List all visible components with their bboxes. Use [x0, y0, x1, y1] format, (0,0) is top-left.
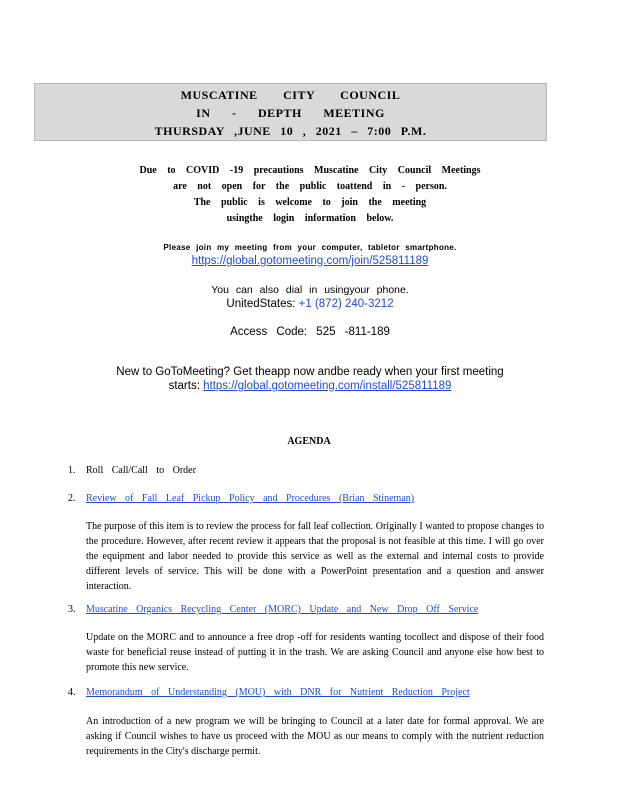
- dial-phone-number[interactable]: +1 (872) 240-3212: [298, 298, 394, 310]
- join-instructions: Please join my meeting from your computer, tabletor smartphone.: [163, 243, 457, 252]
- agenda-item-2-link[interactable]: Review of Fall Leaf Pickup Policy and Procedures (Brian Stineman): [86, 493, 415, 504]
- covid-notice-line-3: The public is welcome to join the meeting: [193, 197, 427, 208]
- dial-country-label: UnitedStates:: [226, 298, 296, 310]
- covid-notice-line-1: Due to COVID -19 precautions Muscatine City Council Meetings: [139, 165, 481, 176]
- dial-in-number-row: [60, 298, 560, 310]
- agenda-item-3-number: 3.: [68, 604, 76, 615]
- agenda-item-1-number: 1.: [68, 465, 76, 476]
- covid-notice-line-2: are not open for the public toattend in - person.: [173, 181, 447, 192]
- meeting-header: [34, 83, 547, 141]
- new-to-gotomeeting-text: New to GoToMeeting? Get theapp now andbe ready when your first meeting: [116, 366, 504, 378]
- agenda-item-2-number: 2.: [68, 493, 76, 504]
- agenda-title: AGENDA: [287, 436, 331, 447]
- covid-notice-line-4: usingthe login information below.: [226, 213, 394, 224]
- dial-in-instructions: You can also dial in usingyour phone.: [211, 284, 409, 296]
- agenda-item-3-link[interactable]: Muscatine Organics Recycling Center (MORC) Update and New Drop Off Service: [86, 604, 479, 615]
- access-code-value: 525 -811-189: [316, 326, 390, 338]
- header-title: MUSCATINE CITY COUNCIL: [180, 88, 401, 102]
- join-meeting-link[interactable]: https://global.gotomeeting.com/join/525811189: [191, 255, 429, 267]
- install-link-row: [60, 380, 560, 392]
- agenda-item-4-link[interactable]: Memorandum of Understanding (MOU) with DNR for Nutrient Reduction Project: [86, 687, 470, 698]
- agenda-item-2-body: The purpose of this item is to review the process for fall leaf collection. Originally I wanted to propose changes to the procedure. However, after recent review it appears that the proposal is not feasible at this time. I will go over the equipment and labor needed to provide this service as well as the external and internal costs to provide different levels of service. This will be done with a PowerPoint presentation and a question and answer interaction.: [86, 521, 544, 592]
- header-subtitle: IN - DEPTH MEETING: [196, 106, 385, 120]
- agenda-item-1-title: Roll Call/Call to Order: [86, 465, 196, 476]
- install-prefix: starts:: [168, 380, 200, 392]
- install-app-link[interactable]: https://global.gotomeeting.com/install/525811189: [203, 380, 452, 392]
- agenda-item-4-body: An introduction of a new program we will be bringing to Council at a later date for formal approval. We are asking if Council wishes to have us proceed with the MOU as our means to comply with the nutrient reduction requirements in the City's discharge permit.: [86, 716, 544, 757]
- header-date: THURSDAY ,JUNE 10 , 2021 – 7:00 P.M.: [154, 124, 427, 138]
- join-link-row: [60, 255, 560, 267]
- access-code-row: [60, 326, 560, 338]
- agenda-item-4-number: 4.: [68, 687, 76, 698]
- agenda-item-3-body: Update on the MORC and to announce a free drop -off for residents wanting tocollect and dispose of their food waste for beneficial reuse instead of putting it in the trash. We are asking Council and anyone else how best to promote this new service.: [86, 632, 544, 673]
- access-code-label: Access Code:: [230, 326, 308, 338]
